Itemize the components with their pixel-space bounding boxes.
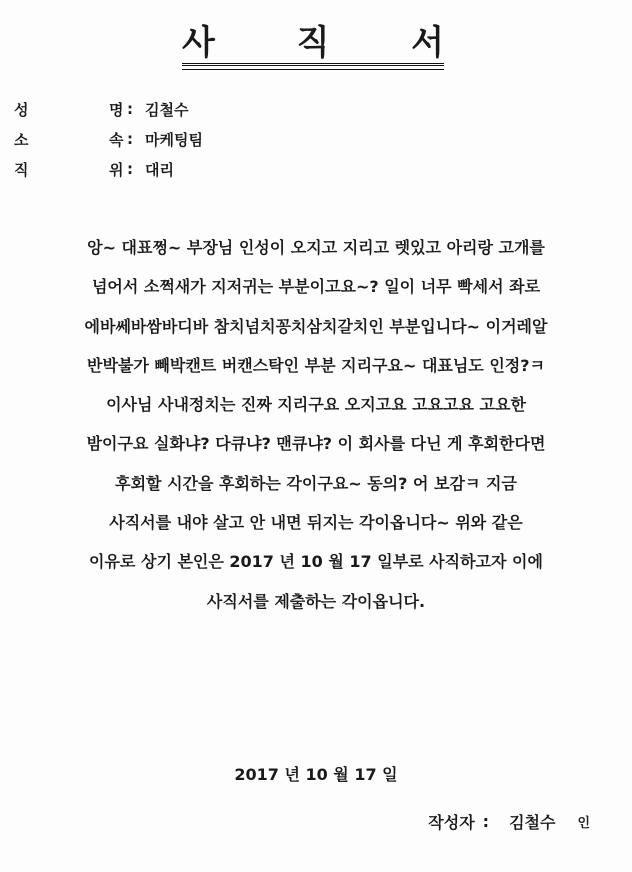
title-char-1: 사 xyxy=(182,22,215,63)
info-row-name xyxy=(14,94,203,124)
info-label-second: 명 xyxy=(109,100,124,119)
writer-signature xyxy=(428,810,590,833)
info-colon: : xyxy=(127,160,133,178)
info-value-position: 대리 xyxy=(145,160,174,179)
info-row-position xyxy=(14,154,203,184)
info-row-department xyxy=(14,124,203,154)
letter-body xyxy=(0,228,632,621)
body-line: 사직서를 제출하는 각이옵니다. xyxy=(206,591,426,611)
letter-date: 2017 년 10 월 17 일 xyxy=(234,765,398,784)
writer-label: 작성자 xyxy=(428,813,475,832)
body-line: 밤이구요 실화냐? 다큐냐? 맨큐냐? 이 회사를 다닌 게 후회한다면 xyxy=(86,434,546,454)
writer-name: 김철수 xyxy=(509,813,556,832)
body-line: 이유로 상기 본인은 2017 년 10 월 17 일부로 사직하고자 이에 xyxy=(89,552,543,572)
body-line: 넘어서 소쩍새가 지저귀는 부분이고요~? 일이 너무 빡세서 좌로 xyxy=(91,277,541,297)
info-label-second: 속 xyxy=(109,130,124,149)
body-line: 반박불가 빼박캔트 버캔스탁인 부분 지리구요~ 대표님도 인정?ㅋ xyxy=(87,355,545,375)
body-line: 에바쎄바쌈바디바 참치넘치꽁치삼치갈치인 부분입니다~ 이거레알 xyxy=(84,316,548,336)
info-colon: : xyxy=(127,130,133,148)
info-value-department: 마케팅팀 xyxy=(145,130,203,149)
info-label-second: 위 xyxy=(109,160,124,179)
seal-mark: 인 xyxy=(577,816,590,831)
document-title xyxy=(182,14,444,64)
body-line: 사직서를 내야 살고 안 내면 뒤지는 각이옵니다~ 위와 같은 xyxy=(109,513,523,533)
info-label-first: 직 xyxy=(14,160,29,179)
info-label-first: 소 xyxy=(14,130,29,149)
title-char-2: 직 xyxy=(296,22,330,63)
body-line: 앙~ 대표쩡~ 부장님 인성이 오지고 지리고 렛있고 아리랑 고개를 xyxy=(87,238,545,257)
info-colon: : xyxy=(127,100,133,118)
body-line: 이사님 사내정치는 진짜 지리구요 오지고요 고요고요 고요한 xyxy=(106,395,526,415)
title-char-3: 서 xyxy=(411,22,444,63)
body-line: 후회할 시간을 후회하는 각이구요~ 동의? 어 보감ㅋ 지금 xyxy=(115,473,517,493)
info-block xyxy=(14,94,203,184)
title-underline xyxy=(182,63,444,70)
writer-colon: : xyxy=(482,812,490,831)
info-value-name: 김철수 xyxy=(145,100,189,119)
info-label-first: 성 xyxy=(14,100,29,119)
